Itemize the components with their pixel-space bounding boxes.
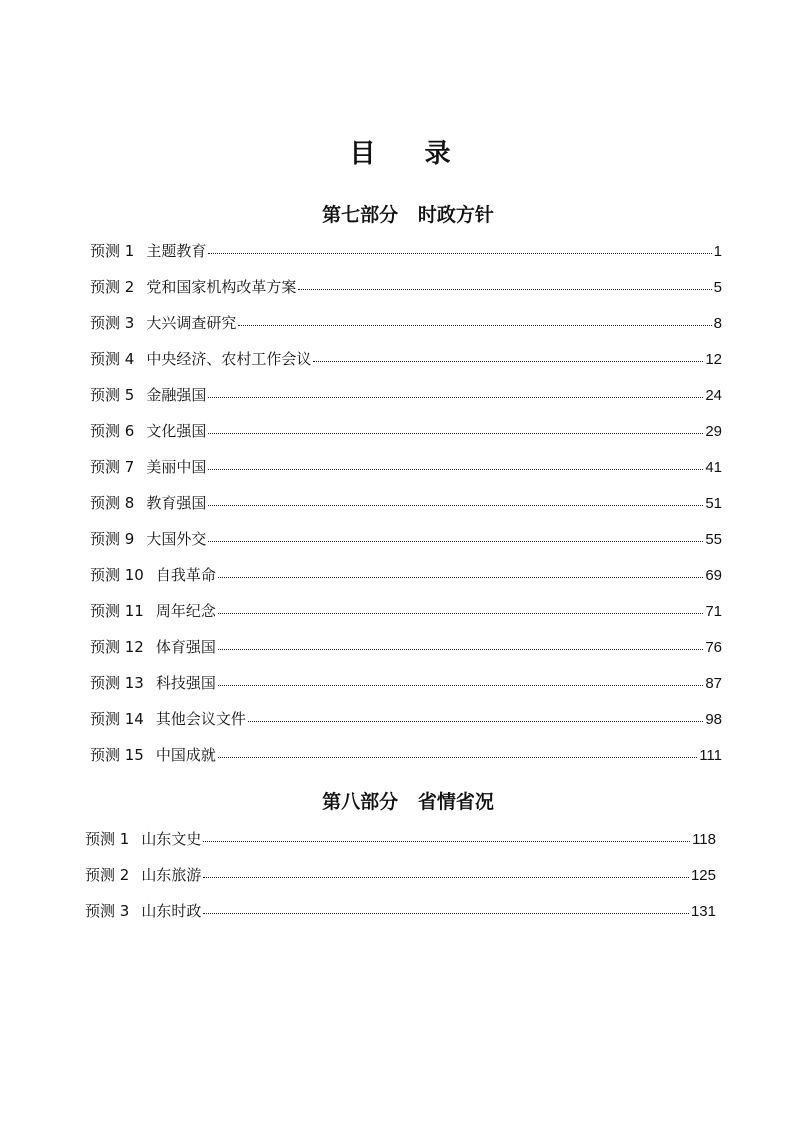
toc-entry-label: 预测 11: [90, 602, 144, 620]
toc-entry-page-number: 55: [705, 531, 722, 548]
toc-entry-page-number: 69: [705, 567, 722, 584]
toc-entry-label: 预测 5: [90, 386, 135, 404]
toc-entry-label: 预测 6: [90, 422, 135, 440]
toc-entry-page-number: 111: [699, 747, 722, 764]
toc-entry-title: 美丽中国: [146, 458, 207, 476]
toc-entry-page-number: 76: [705, 639, 722, 656]
dot-leader: [298, 285, 711, 290]
toc-entry-title: 自我革命: [155, 566, 216, 584]
toc-entry-label: 预测 10: [90, 566, 144, 584]
toc-entry[interactable]: [90, 745, 722, 765]
dot-leader: [313, 357, 703, 362]
toc-entry-page-number: 131: [690, 903, 716, 920]
toc-entry-page-number: 24: [705, 387, 722, 404]
toc-entry-title: 体育强国: [155, 638, 216, 656]
toc-entry-title: 教育强国: [146, 494, 207, 512]
toc-entry-title: 山东旅游: [141, 866, 202, 884]
toc-entry[interactable]: [90, 601, 722, 621]
toc-entry-page-number: 71: [705, 603, 722, 620]
toc-entry-label: 预测 7: [90, 458, 135, 476]
toc-entry[interactable]: [90, 421, 722, 441]
toc-entry-page-number: 12: [705, 351, 722, 368]
toc-entry-label: 预测 8: [90, 494, 135, 512]
page-title: 目 录: [349, 139, 471, 169]
toc-entry-label: 预测 1: [85, 830, 130, 848]
dot-leader: [208, 465, 703, 470]
dot-leader: [203, 909, 689, 914]
toc-entry[interactable]: [85, 829, 716, 849]
toc-entry-label: 预测 12: [90, 638, 144, 656]
dot-leader: [208, 429, 703, 434]
toc-entry-title: 山东时政: [141, 902, 202, 920]
toc-entry-label: 预测 1: [90, 242, 135, 260]
toc-entry-label: 预测 2: [85, 866, 130, 884]
section-heading-8: 第八部分 省情省况: [322, 791, 494, 813]
toc-entry-label: 预测 13: [90, 674, 144, 692]
toc-entry[interactable]: [90, 637, 722, 657]
toc-entry[interactable]: [90, 349, 722, 369]
section-heading-7: 第七部分 时政方针: [322, 204, 494, 226]
toc-entry-label: 预测 15: [90, 746, 144, 764]
toc-entry[interactable]: [90, 385, 722, 405]
toc-entry-title: 科技强国: [155, 674, 216, 692]
toc-entry[interactable]: [90, 709, 722, 729]
dot-leader: [218, 645, 703, 650]
toc-entry[interactable]: [90, 241, 722, 261]
toc-entry-title: 文化强国: [146, 422, 207, 440]
toc-entry[interactable]: [90, 565, 722, 585]
toc-entry[interactable]: [90, 457, 722, 477]
toc-entry-page-number: 125: [690, 867, 716, 884]
dot-leader: [218, 753, 697, 758]
toc-entry-label: 预测 3: [85, 902, 130, 920]
dot-leader: [218, 609, 703, 614]
toc-entry-page-number: 87: [705, 675, 722, 692]
toc-entry[interactable]: [90, 313, 722, 333]
toc-entry-label: 预测 14: [90, 710, 144, 728]
toc-entry-label: 预测 2: [90, 278, 135, 296]
toc-entry[interactable]: [90, 493, 722, 513]
toc-entry-page-number: 51: [705, 495, 722, 512]
dot-leader: [203, 873, 689, 878]
dot-leader: [208, 501, 703, 506]
toc-entry-title: 金融强国: [146, 386, 207, 404]
toc-entry-page-number: 29: [705, 423, 722, 440]
toc-entry-title: 党和国家机构改革方案: [146, 278, 297, 296]
toc-entry-title: 大国外交: [146, 530, 207, 548]
toc-entry-title: 山东文史: [141, 830, 202, 848]
toc-entry-title: 主题教育: [146, 242, 207, 260]
toc-entry[interactable]: [85, 901, 716, 921]
toc-entry-page-number: 41: [705, 459, 722, 476]
dot-leader: [238, 321, 711, 326]
toc-entry-title: 中央经济、农村工作会议: [146, 350, 312, 368]
toc-entry-title: 周年纪念: [155, 602, 216, 620]
toc-entry-title: 其他会议文件: [155, 710, 246, 728]
dot-leader: [208, 393, 703, 398]
toc-entry-label: 预测 9: [90, 530, 135, 548]
toc-entry-title: 大兴调查研究: [146, 314, 237, 332]
toc-entry[interactable]: [90, 529, 722, 549]
toc-entry[interactable]: [90, 277, 722, 297]
dot-leader: [218, 681, 703, 686]
dot-leader: [248, 717, 703, 722]
toc-entry-page-number: 8: [713, 315, 722, 332]
dot-leader: [208, 537, 703, 542]
toc-entry-label: 预测 4: [90, 350, 135, 368]
toc-entry-page-number: 98: [705, 711, 722, 728]
dot-leader: [203, 837, 690, 842]
toc-entry-page-number: 5: [713, 279, 722, 296]
toc-entry-title: 中国成就: [155, 746, 216, 764]
dot-leader: [218, 573, 703, 578]
dot-leader: [208, 249, 711, 254]
toc-entry-page-number: 1: [713, 243, 722, 260]
toc-entry[interactable]: [85, 865, 716, 885]
toc-entry[interactable]: [90, 673, 722, 693]
toc-entry-page-number: 118: [692, 831, 716, 848]
toc-entry-label: 预测 3: [90, 314, 135, 332]
